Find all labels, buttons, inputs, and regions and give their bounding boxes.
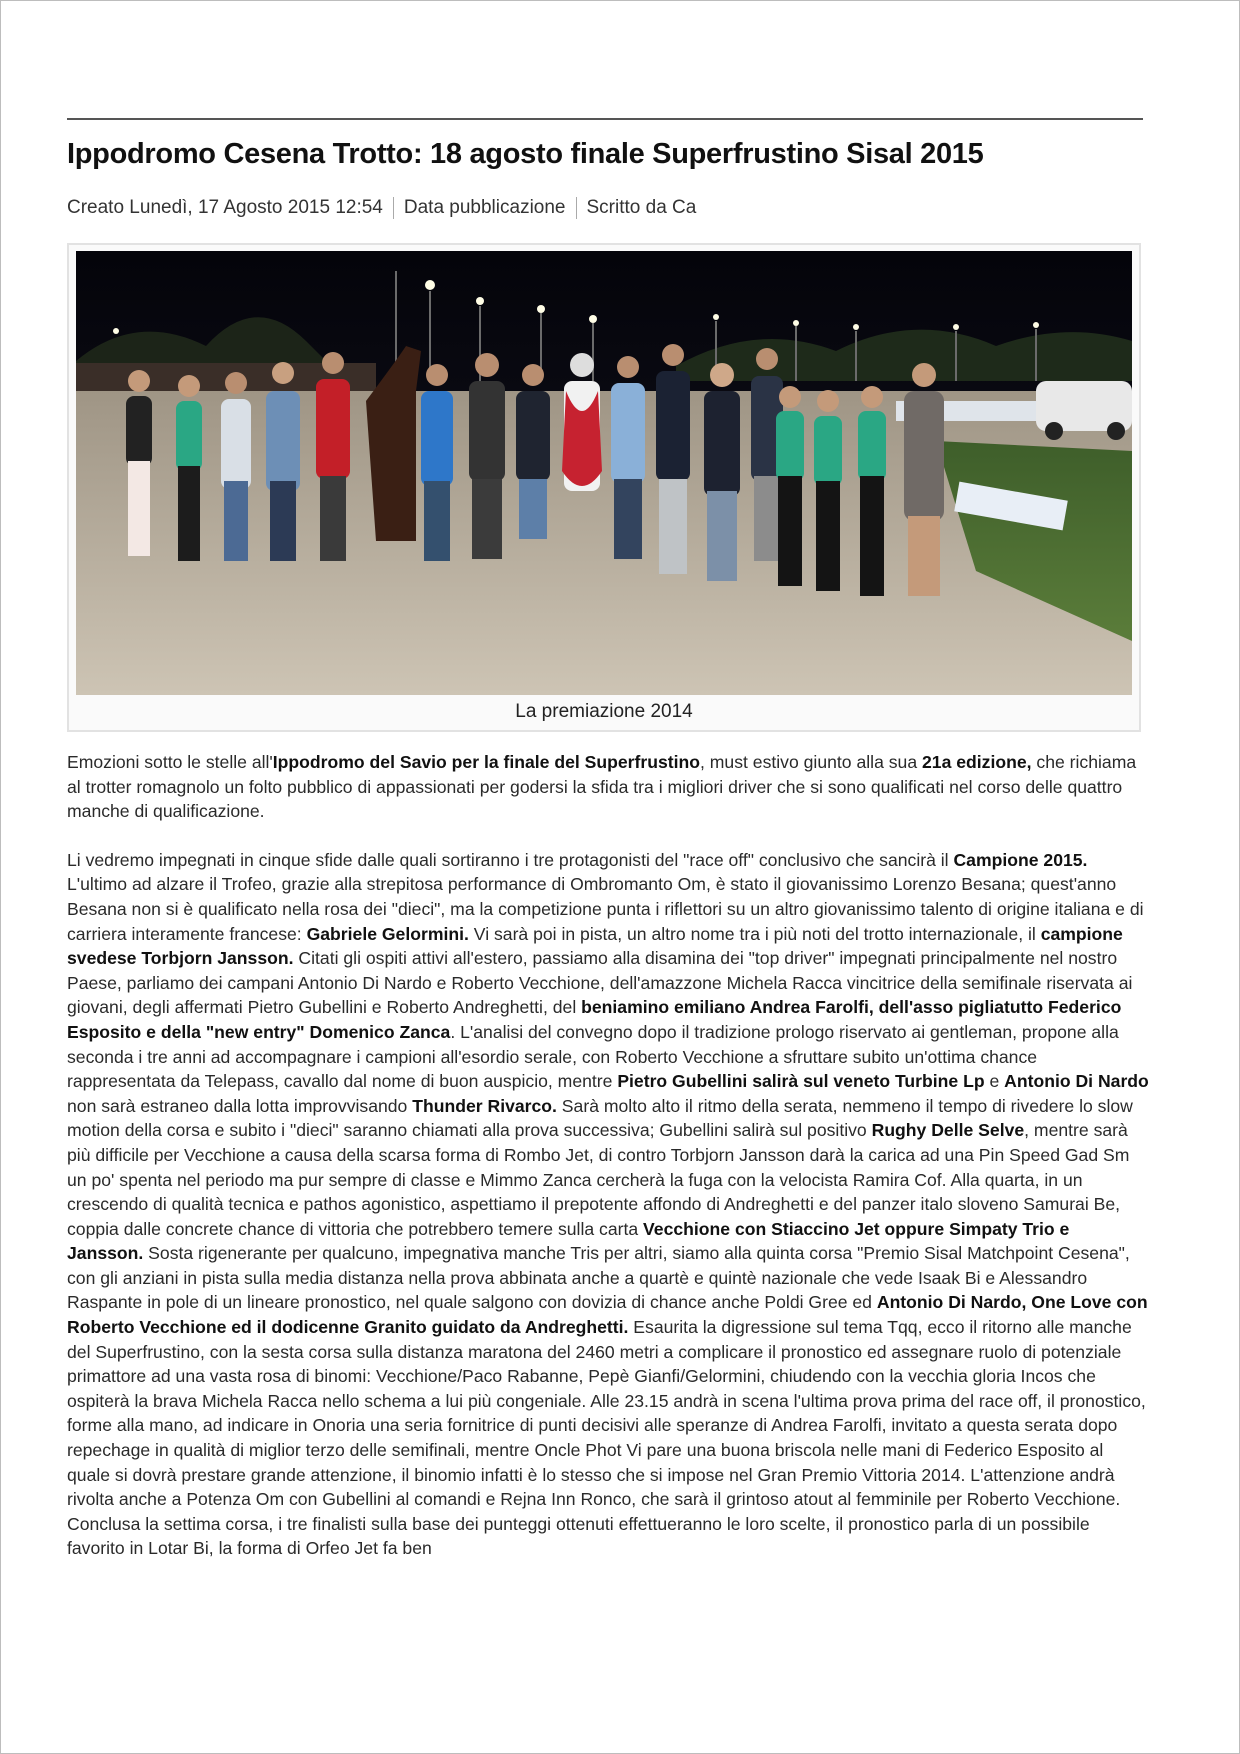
text-run: che richiama al trotter romagnolo un folto pubblico di appassionati per godersi la sfida tra i migliori driver che si sono qualificati nel corso delle quattro manche di qualificazione. [67, 752, 1137, 822]
article-body [67, 750, 1149, 1561]
bold-text: Ippodromo del Savio per la finale del Superfrustino [272, 752, 700, 772]
text-run: Vi sarà poi in pista, un altro nome tra i più noti del trotto internazionale, il [468, 923, 1041, 944]
bold-text: Rughy Delle Selve [871, 1120, 1025, 1141]
text-run: , mentre sarà più difficile per Vecchione a causa della scarsa forma di Rombo Jet, di contro Torbjorn Jansson darà la carica ad una Pin Speed Gad Sm un po' spenta nel periodo ma pur sempre di classe e Mimmo Zanca cercherà la fuga con la velocista Ramira Cof. Alla quarta, in un crescendo di qualità tecnica e pathos agonistico, aspettiamo il prepotente affondo di Andreghetti e del panzer italo sloveno Samurai Be, coppia dalle concrete chance di vittoria che potrebbero temere sulla carta [67, 1120, 1130, 1239]
meta-separator [576, 197, 577, 219]
figure-caption: La premiazione 2014 [515, 701, 693, 722]
bold-text: Campione 2015. [953, 849, 1088, 870]
bold-text: Pietro Gubellini salirà sul veneto Turbine Lp [617, 1071, 985, 1092]
author-label: Scritto da Ca [586, 197, 697, 218]
bold-text: Vecchione con Stiaccino Jet oppure Simpaty Trio e Jansson. [67, 1218, 1070, 1264]
bold-text: Gabriele Gelormini. [306, 923, 469, 944]
photo-icon [76, 251, 1132, 695]
paragraph-intro [67, 750, 1149, 824]
bold-text: beniamino emiliano Andrea Farolfi, dell'asso pigliatutto Federico Esposito e della "new entry" Domenico Zanca [67, 997, 1122, 1042]
text-run: , must estivo giunto alla sua [700, 752, 922, 772]
text-run: Li vedremo impegnati in cinque sfide dalle quali sortiranno i tre protagonisti del "race off" conclusivo che sancirà il [67, 849, 954, 870]
bold-text: Antonio Di Nardo [1004, 1071, 1149, 1092]
text-run: Citati gli ospiti attivi all'estero, passiamo alla disamina dei "top driver" impegnati principalmente nel nostro Paese, parliamo dei campani Antonio Di Nardo e Roberto Vecchione, dell'amazzone Michela Racca vincitrice della semifinale riservata ai giovani, degli affermati Pietro Gubellini e Roberto Andreghetti, del [67, 948, 1133, 1018]
article-figure [67, 243, 1141, 732]
text-run: Emozioni sotto le stelle all' [67, 752, 273, 772]
text-run: Esaurita la digressione sul tema Tqq, ecco il ritorno alle manche del Superfrustino, con la sesta corsa sulla distanza maratona del 2460 metri a complicare il pronostico ed assegnare ruolo di potenziale primattore ad una vasta rosa di binomi: Vecchione/Paco Rabanne, Pepè Gianfi/Gelormini, chiudendo con la vecchia gloria Incos che ospiterà la brava Michela Racca nello schema a lui più congeniale. Alle 23.15 andrà in scena l'ultima prova prima del race off, il pronostico, forme alla mano, ad indicare in Onoria una seria fornitrice di punti decisivi alle speranze di Andrea Farolfi, invitato a questa serata dopo repechage in qualità di miglior terzo delle semifinali, mentre Oncle Phot Vi pare una buona briscola nelle mani di Federico Esposito al quale si dovrà prestare grande attenzione, il binomio infatti è lo stesso che si impose nel Gran Premio Vittoria 2014. L'attenzione andrà rivolta anche a Potenza Om con Gubellini al comandi e Rejna Inn Ronco, che sarà il grintoso atout al femminile per Roberto Vecchione. Conclusa la settima corsa, i tre finalisti sulla base dei punteggi ottenuti effettueranno le loro scelte, il pronostico parla di un possibile favorito in Lotar Bi, la forma di Orfeo Jet fa ben [67, 1317, 1146, 1559]
text-run: L'ultimo ad alzare il Trofeo, grazie alla strepitosa performance di Ombromanto Om, è stato il giovanissimo Lorenzo Besana; quest'anno Besana non si è qualificato nella rosa dei "dieci", ma la competizione punta i riflettori su un altro giovanissimo talento di origine italiana e di carriera interamente francese: [67, 874, 1144, 944]
paragraph-challenges [67, 848, 1149, 873]
text-run: . L'analisi del convegno dopo il tradizione prologo riservato ai gentleman, propone alla seconda i tre anni ad accompagnare i campioni all'esordio serale, con Roberto Vecchione a sfruttare subito un'ottima chance rappresentata da Telepass, cavallo dal nome di buon auspicio, mentre [67, 1021, 1119, 1092]
text-run: Sarà molto alto il ritmo della serata, nemmeno il tempo di rivedere lo slow motion della corsa e subito i "dieci" saranno chiamati alla prova successiva; Gubellini salirà sul positivo [67, 1095, 1133, 1141]
award-ceremony-photo [76, 251, 1132, 695]
article-title: Ippodromo Cesena Trotto: 18 agosto finale Superfrustino Sisal 2015 [67, 138, 984, 170]
bold-text: 21a edizione, [922, 752, 1032, 772]
paragraph-details [67, 872, 1149, 1561]
meta-separator [393, 197, 394, 219]
bold-text: Thunder Rivarco. [412, 1095, 557, 1116]
bold-text: Antonio Di Nardo, One Love con Roberto Vecchione ed il dodicenne Granito guidato da Andreghetti. [67, 1292, 1148, 1338]
text-run: e [984, 1071, 1005, 1092]
bold-text: campione svedese Torbjorn Jansson. [67, 923, 1123, 969]
created-date: Creato Lunedì, 17 Agosto 2015 12:54 [67, 197, 383, 218]
text-run: non sarà estraneo dalla lotta improvvisando [67, 1095, 413, 1116]
article-meta [67, 197, 696, 219]
text-run: Sosta rigenerante per qualcuno, impegnativa manche Tris per altri, siamo alla quinta corsa "Premio Sisal Matchpoint Cesena", con gli anziani in pista sulla media distanza nella prova abbinata anche a quartè e quintè nazionale che vede Isaak Bi e Alessandro Raspante in pole di un lineare pronostico, nel quale salgono con dovizia di chance anche Poldi Gree ed [67, 1243, 1130, 1313]
publish-date-label: Data pubblicazione [403, 197, 566, 218]
top-divider [67, 118, 1143, 120]
